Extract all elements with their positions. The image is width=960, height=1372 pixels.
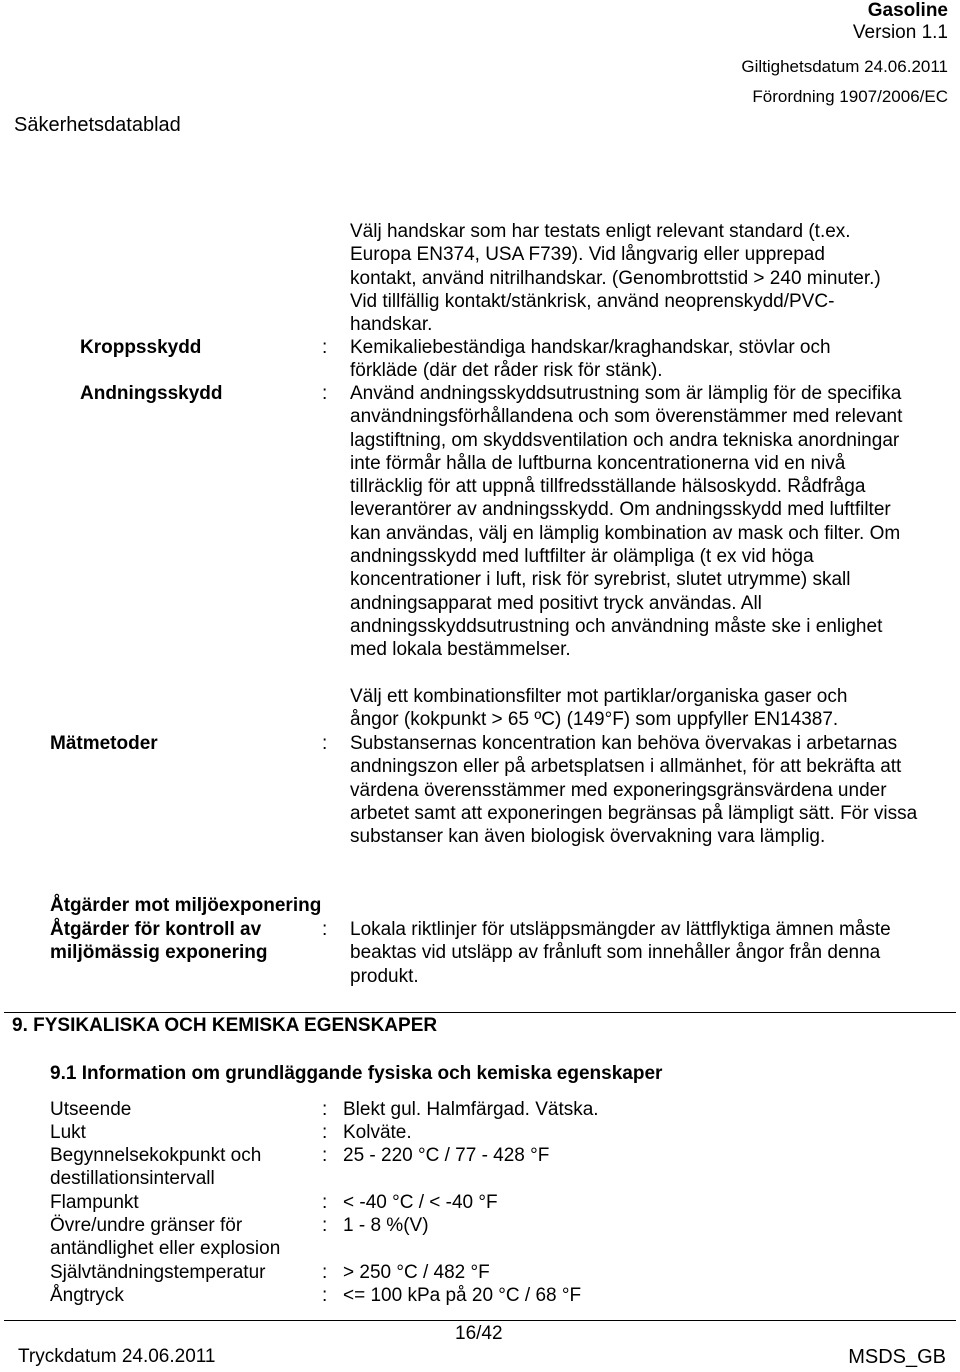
prop-value-vapour-pressure: <= 100 kPa på 20 °C / 68 °F [343,1285,582,1306]
version: Version 1.1 [852,22,948,43]
section-divider [4,1012,956,1013]
prop-label-appearance: Utseende [50,1099,132,1120]
measurement-methods-label: Mätmetoder [50,733,158,754]
prop-label-flash-point: Flampunkt [50,1192,139,1213]
page-number: 16/42 [455,1323,503,1344]
prop-label-boiling-point: Begynnelsekokpunkt och destillationsintervall [50,1145,262,1190]
colon: : [322,383,328,404]
prop-label-autoignition: Självtändningstemperatur [50,1262,266,1283]
colon: : [322,1145,328,1166]
section-9-1-heading: 9.1 Information om grundläggande fysiska och kemiska egenskaper [50,1063,663,1084]
prop-label-odour: Lukt [50,1122,86,1143]
prop-value-boiling-point: 25 - 220 °C / 77 - 428 °F [343,1145,550,1166]
env-control-label: Åtgärder för kontroll av miljömässig exponering [50,919,268,964]
document-code: MSDS_GB [848,1346,946,1368]
colon: : [322,1122,328,1143]
body-protection-label: Kroppsskydd [80,337,202,358]
colon: : [322,1262,328,1283]
measurement-methods-text: Substansernas koncentration kan behöva övervakas i arbetarnas andningszon eller på arbetsplatsen i allmänhet, för att bekräfta att värdena överensstämmer med exponeringsgränsvärdena under arbetet samt att exponeringen begränsas på lämpligt sätt. För vissa substanser kan även biologisk övervakning vara lämplig. [350,733,918,848]
prop-value-flammability-limits: 1 - 8 %(V) [343,1215,429,1236]
env-control-text: Lokala riktlinjer för utsläppsmängder av lättflyktiga ämnen måste beaktas vid utsläpp av frånluft som innehåller ångor från denna produkt. [350,919,891,987]
respiratory-protection-label: Andningsskydd [80,383,223,404]
prop-value-flash-point: < -40 °C / < -40 °F [343,1192,498,1213]
document-title: Säkerhetsdatablad [14,114,181,136]
colon: : [322,1285,328,1306]
env-exposure-heading: Åtgärder mot miljöexponering [50,895,322,916]
footer-divider [4,1320,956,1321]
prop-value-appearance: Blekt gul. Halmfärgad. Vätska. [343,1099,599,1120]
prop-value-autoignition: > 250 °C / 482 °F [343,1262,490,1283]
regulation: Förordning 1907/2006/EC [752,87,948,106]
colon: : [322,919,328,940]
gloves-text: Välj handskar som har testats enligt relevant standard (t.ex. Europa EN374, USA F739). Vid långvarig eller upprepad kontakt, använd nitrilhandskar. (Genombrottstid > 240 minuter.) Vid tillfällig kontakt/stänkrisk, använd neoprenskydd/PVC-handskar. [350,221,881,336]
body-protection-text: Kemikaliebeständiga handskar/kraghandskar, stövlar och förkläde (där det råder risk för stänk). [350,337,831,382]
colon: : [322,733,328,754]
prop-label-flammability-limits: Övre/undre gränser för antändlighet eller explosion [50,1215,281,1260]
respiratory-filter-text: Välj ett kombinationsfilter mot partiklar/organiska gaser och ångor (kokpunkt > 65 ºC) (149°F) som uppfyller EN14387. [350,686,848,731]
colon: : [322,1192,328,1213]
prop-value-odour: Kolväte. [343,1122,412,1143]
colon: : [322,337,328,358]
print-date: Tryckdatum 24.06.2011 [18,1346,216,1367]
prop-label-vapour-pressure: Ångtryck [50,1285,124,1306]
product-name: Gasoline [867,0,948,21]
respiratory-protection-text: Använd andningsskyddsutrustning som är lämplig för de specifika användningsförhållandena och som överenstämmer med relevant lagstiftning, om skyddsventilation och andra tekniska anordningar inte förmår hålla de luftburna koncentrationerna vid en nivå tillräcklig för att uppnå tillfredsställande hälsoskydd. Rådfråga leverantörer av andningsskydd. Om andningsskydd med luftfilter kan användas, välj en lämplig kombination av mask och filter. Om andningsskydd med luftfilter är olämpliga (t ex vid höga koncentrationer i luft, risk för syrebrist, slutet utrymme) skall andningsapparat med positivt tryck användas. All andningsskyddsutrustning och användning måste ske i enlighet med lokala bestämmelser. [350,383,903,661]
colon: : [322,1099,328,1120]
colon: : [322,1215,328,1236]
section-9-heading: 9. FYSIKALISKA OCH KEMISKA EGENSKAPER [12,1015,438,1036]
validity-date: Giltighetsdatum 24.06.2011 [741,57,948,76]
